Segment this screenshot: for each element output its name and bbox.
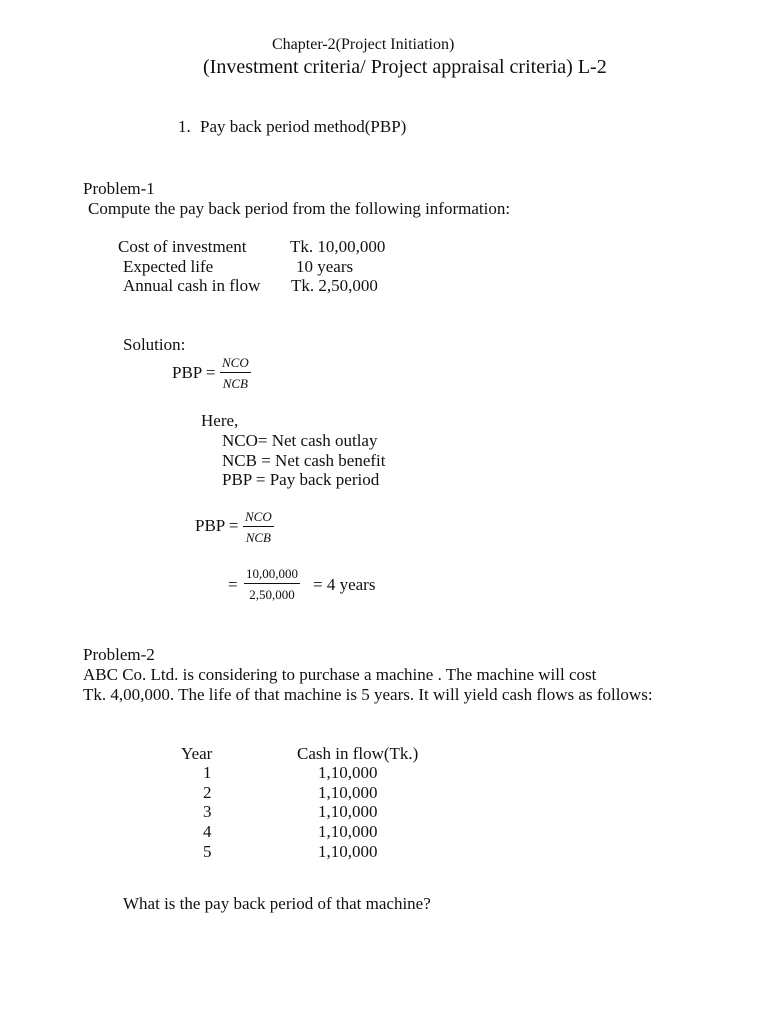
definition-line: PBP = Pay back period xyxy=(222,470,380,489)
table-cell-cash: 1,10,000 xyxy=(318,763,378,782)
calc-equals: = xyxy=(228,575,238,594)
formula2-lhs: PBP = xyxy=(195,516,239,535)
problem2-statement-line: Tk. 4,00,000. The life of that machine is 5 years. It will yield cash flows as follows: xyxy=(83,685,653,704)
problem2-statement-line: ABC Co. Ltd. is considering to purchase a machine . The machine will cost xyxy=(83,665,597,684)
here-label: Here, xyxy=(201,411,239,430)
table-header-cash: Cash in flow(Tk.) xyxy=(297,744,419,763)
section-title: Pay back period method(PBP) xyxy=(200,117,407,136)
table-header-year: Year xyxy=(181,744,213,763)
fraction-bar xyxy=(220,372,251,373)
problem1-title: Problem-1 xyxy=(83,179,155,198)
table-cell-year: 2 xyxy=(203,783,212,802)
table-cell-cash: 1,10,000 xyxy=(318,802,378,821)
table-cell-cash: 1,10,000 xyxy=(318,783,378,802)
table-cell-year: 3 xyxy=(203,802,212,821)
table-cell-year: 4 xyxy=(203,822,212,841)
formula-lhs: PBP = xyxy=(172,363,216,382)
fraction-numerator: NCO xyxy=(222,355,249,370)
page-subtitle: (Investment criteria/ Project appraisal criteria) L-2 xyxy=(203,56,607,78)
fraction-numerator: 10,00,000 xyxy=(246,566,298,581)
table-cell-year: 5 xyxy=(203,842,212,861)
calc-result: = 4 years xyxy=(313,575,376,594)
info-value: 10 years xyxy=(296,257,354,276)
formula2-fraction xyxy=(243,510,274,544)
table-cell-cash: 1,10,000 xyxy=(318,822,378,841)
info-value: Tk. 2,50,000 xyxy=(291,276,378,295)
table-cell-cash: 1,10,000 xyxy=(318,842,378,861)
fraction-denominator: NCB xyxy=(245,530,272,545)
problem1-statement: Compute the pay back period from the following information: xyxy=(88,199,511,218)
solution-label: Solution: xyxy=(123,335,186,354)
chapter-title: Chapter-2(Project Initiation) xyxy=(272,36,455,53)
fraction-bar xyxy=(243,526,274,527)
calc-fraction xyxy=(244,567,300,601)
fraction-bar xyxy=(244,583,300,584)
info-value: Tk. 10,00,000 xyxy=(290,237,386,256)
info-label: Cost of investment xyxy=(118,237,247,256)
formula-fraction xyxy=(220,356,251,390)
fraction-denominator: 2,50,000 xyxy=(249,587,295,602)
info-label: Annual cash in flow xyxy=(123,276,261,295)
fraction-numerator: NCO xyxy=(245,509,272,524)
section-number: 1. xyxy=(178,117,191,136)
info-label: Expected life xyxy=(123,257,214,276)
fraction-denominator: NCB xyxy=(222,376,249,391)
table-cell-year: 1 xyxy=(203,763,212,782)
problem2-title: Problem-2 xyxy=(83,645,155,664)
definition-line: NCO= Net cash outlay xyxy=(222,431,378,450)
definition-line: NCB = Net cash benefit xyxy=(222,451,386,470)
problem2-question: What is the pay back period of that machine? xyxy=(123,894,431,913)
